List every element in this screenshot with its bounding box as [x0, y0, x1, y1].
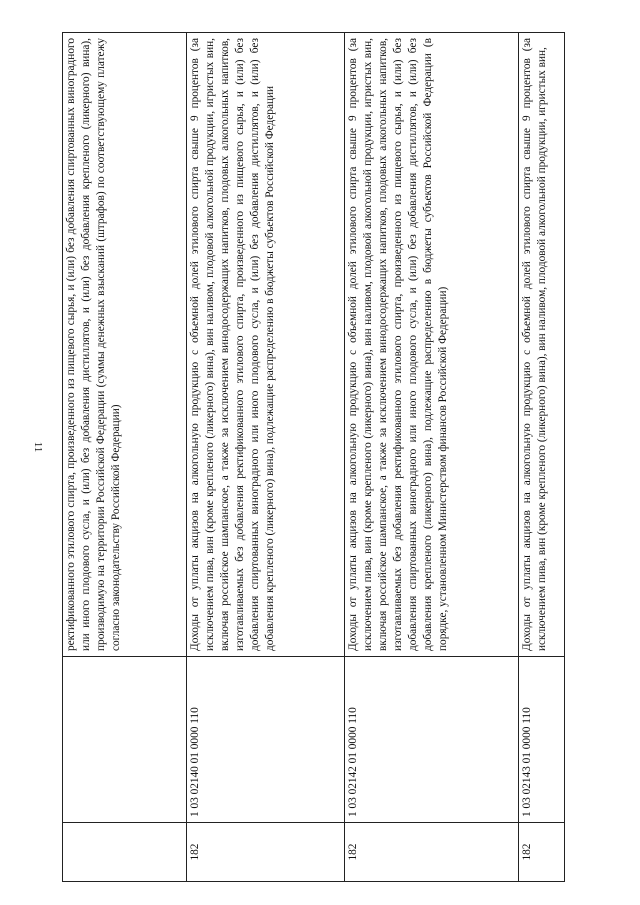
rotated-table-container — [62, 32, 560, 882]
admin-code-cell: 182 — [187, 823, 345, 882]
table-row — [187, 33, 345, 882]
kbk-code-cell — [63, 657, 187, 823]
description-cell: ректификованного этилового спирта, произведенного из пищевого сырья, и (или) без добавления спиртованных виноградного или иного плодового сусла, и (или) без добавления дистиллятов, и (или) без добавления крепленого (ликерного) вина), производимую на территории Российской Федерации (суммы денежных взысканий (штрафов) по соответствующему платежу согласно законодательству Российской Федерации) — [63, 33, 187, 657]
budget-codes-table — [62, 32, 565, 882]
description-cell: Доходы от уплаты акцизов на алкогольную продукцию с объемной долей этилового спирта свыше 9 процентов (за исключением пива, вин (кроме крепленого (ликерного) вина), вин наливом, плодовой алкогольной продукции, игристых вин, — [519, 33, 565, 657]
kbk-code-cell: 1 03 02143 01 0000 110 — [519, 657, 565, 823]
page-number: 11 — [32, 441, 44, 453]
admin-code-cell: 182 — [345, 823, 519, 882]
table-row — [63, 33, 187, 882]
admin-code-cell — [63, 823, 187, 882]
description-cell: Доходы от уплаты акцизов на алкогольную продукцию с объемной долей этилового спирта свыше 9 процентов (за исключением пива, вин (кроме крепленого (ликерного) вина), вин наливом, плодовой алкогольной продукции, игристых вин, включая российское шампанское, а также за исключением винодосодержащих напитков, плодовых алкогольных напитков, изготавливаемых без добавления ректификованного этилового спирта, произведенного из пищевого сырья, и (или) без добавления спиртованных виноградного или иного плодового сусла, и (или) без добавления дистиллятов, и (или) без добавления крепленого (ликерного) вина), подлежащие распределению в бюджеты субъектов Российской Федерации — [187, 33, 345, 657]
description-cell: Доходы от уплаты акцизов на алкогольную продукцию с объемной долей этилового спирта свыше 9 процентов (за исключением пива, вин (кроме крепленого (ликерного) вина), вин наливом, плодовой алкогольной продукции, игристых вин, включая российское шампанское, а также за исключением винодосодержащих напитков, плодовых алкогольных напитков, изготавливаемых без добавления ректификованного этилового спирта, произведенного из пищевого сырья, и (или) без добавления спиртованных виноградного или иного плодового сусла, и (или) без добавления дистиллятов, и (или) без добавления крепленого (ликерного) вина), подлежащие распределению в бюджеты субъектов Российской Федерации (в порядке, установленном Министерством финансов Российской Федерации) — [345, 33, 519, 657]
admin-code-cell: 182 — [519, 823, 565, 882]
kbk-code-cell: 1 03 02140 01 0000 110 — [187, 657, 345, 823]
table-row — [345, 33, 519, 882]
table-row — [519, 33, 565, 882]
kbk-code-cell: 1 03 02142 01 0000 110 — [345, 657, 519, 823]
